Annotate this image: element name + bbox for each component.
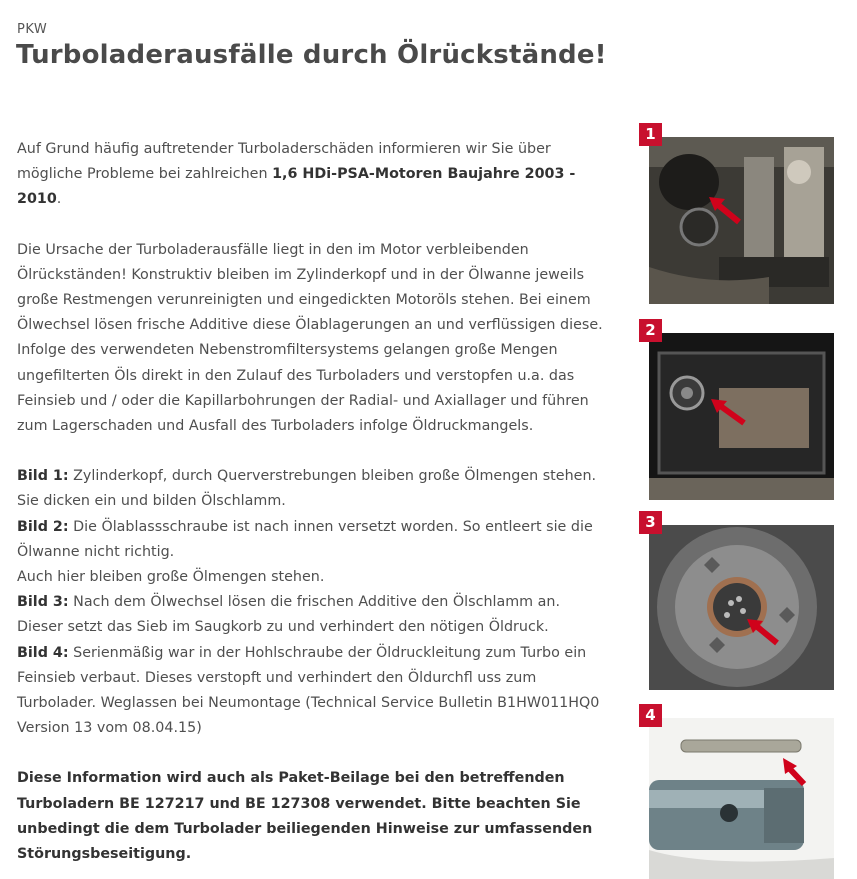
notice-line-1: Diese Information wird auch als Paket-Beilage bei den betreffenden <box>17 770 565 787</box>
caption-2-line-2: Ölwanne nicht richtig. <box>17 543 175 560</box>
caption-1-line-2: Sie dicken ein und bilden Ölschlamm. <box>17 493 286 510</box>
caption-2 <box>17 515 617 591</box>
figure-4-photo <box>649 718 834 879</box>
caption-1-label: Bild 1: <box>17 468 69 485</box>
intro-paragraph <box>17 137 617 213</box>
caption-1-line-1: Zylinderkopf, durch Querverstrebungen bleiben große Ölmengen stehen. <box>73 468 597 485</box>
captions <box>17 464 617 741</box>
article-body <box>17 137 617 867</box>
figure-3-badge: 3 <box>639 511 662 534</box>
figure-3-photo <box>649 525 834 690</box>
caption-3-line-1: Nach dem Ölwechsel lösen die frischen Additive den Ölschlamm an. <box>73 594 561 611</box>
caption-4 <box>17 641 617 742</box>
caption-4-line-1: Serienmäßig war in der Hohlschraube der Öldruckleitung zum Turbo ein <box>73 644 587 661</box>
cause-paragraph: Die Ursache der Turboladerausfälle liegt in den im Motor verbleibenden Ölrückständen! Konstruktiv bleiben im Zylinderkopf und in der Ölwanne jeweils große Restmengen verunreinigten und eingedickten Motoröls stehen. Bei einem Ölwechsel lösen frische Additive diese Ölablagerungen an und verflüssigen diese. Infolge des verwendeten Nebenstromfiltersystems gelangen große Mengen ungefilterten Öls direkt in den Zulauf des Turboladers und verstopfen u.a. das Feinsieb und / oder die Kapillarbohrungen der Radial- und Axiallager und führen zum Lagerschaden und Ausfall des Turboladers infolge Öldruckmangels. <box>17 241 603 435</box>
intro-end: . <box>56 191 62 208</box>
figure-1-photo <box>649 137 834 304</box>
figure-3 <box>645 513 834 690</box>
notice-paragraph <box>17 766 617 867</box>
caption-3-label: Bild 3: <box>17 594 69 611</box>
caption-2-line-3: Auch hier bleiben große Ölmengen stehen. <box>17 569 325 586</box>
caption-2-label: Bild 2: <box>17 518 69 535</box>
figure-4 <box>645 706 834 879</box>
caption-2-line-1: Die Ölablassschraube ist nach innen versetzt worden. So entleert sie die <box>73 518 593 535</box>
caption-3-line-2: Dieser setzt das Sieb im Saugkorb zu und verhindert den nötigen Öldruck. <box>17 619 549 636</box>
notice-line-4: Störungsbeseitigung. <box>17 846 192 863</box>
figure-2-photo <box>649 333 834 500</box>
figure-2-badge: 2 <box>639 319 662 342</box>
figure-1-badge: 1 <box>639 123 662 146</box>
caption-4-label: Bild 4: <box>17 644 69 661</box>
notice-line-3: unbedingt die dem Turbolader beiliegenden Hinweise zur umfassenden <box>17 820 593 837</box>
figure-4-badge: 4 <box>639 704 662 727</box>
caption-3 <box>17 590 617 640</box>
page-title: Turboladerausfälle durch Ölrückstände! <box>16 40 607 70</box>
intro-engine-highlight: 1,6 HDi-PSA-Motoren Baujahre 2003 - 2010 <box>17 166 576 208</box>
figure-1 <box>645 125 834 304</box>
caption-4-line-2: Feinsieb verbaut. Dieses verstopft und verhindert den Öldurchfl uss zum <box>17 669 537 686</box>
caption-1 <box>17 464 617 514</box>
figure-2 <box>645 321 834 500</box>
kicker: PKW <box>17 22 48 37</box>
caption-4-line-3: Turbolader. Weglassen bei Neumontage (Technical Service Bulletin B1HW011HQ0 <box>17 695 600 712</box>
intro-text: Auf Grund häufig auftretender Turboladerschäden informieren wir Sie über mögliche Probleme bei zahlreichen <box>17 141 551 183</box>
notice-line-2: Turboladern BE 127217 und BE 127308 verwendet. Bitte beachten Sie <box>17 795 581 812</box>
caption-4-line-4: Version 13 vom 08.04.15) <box>17 720 202 737</box>
